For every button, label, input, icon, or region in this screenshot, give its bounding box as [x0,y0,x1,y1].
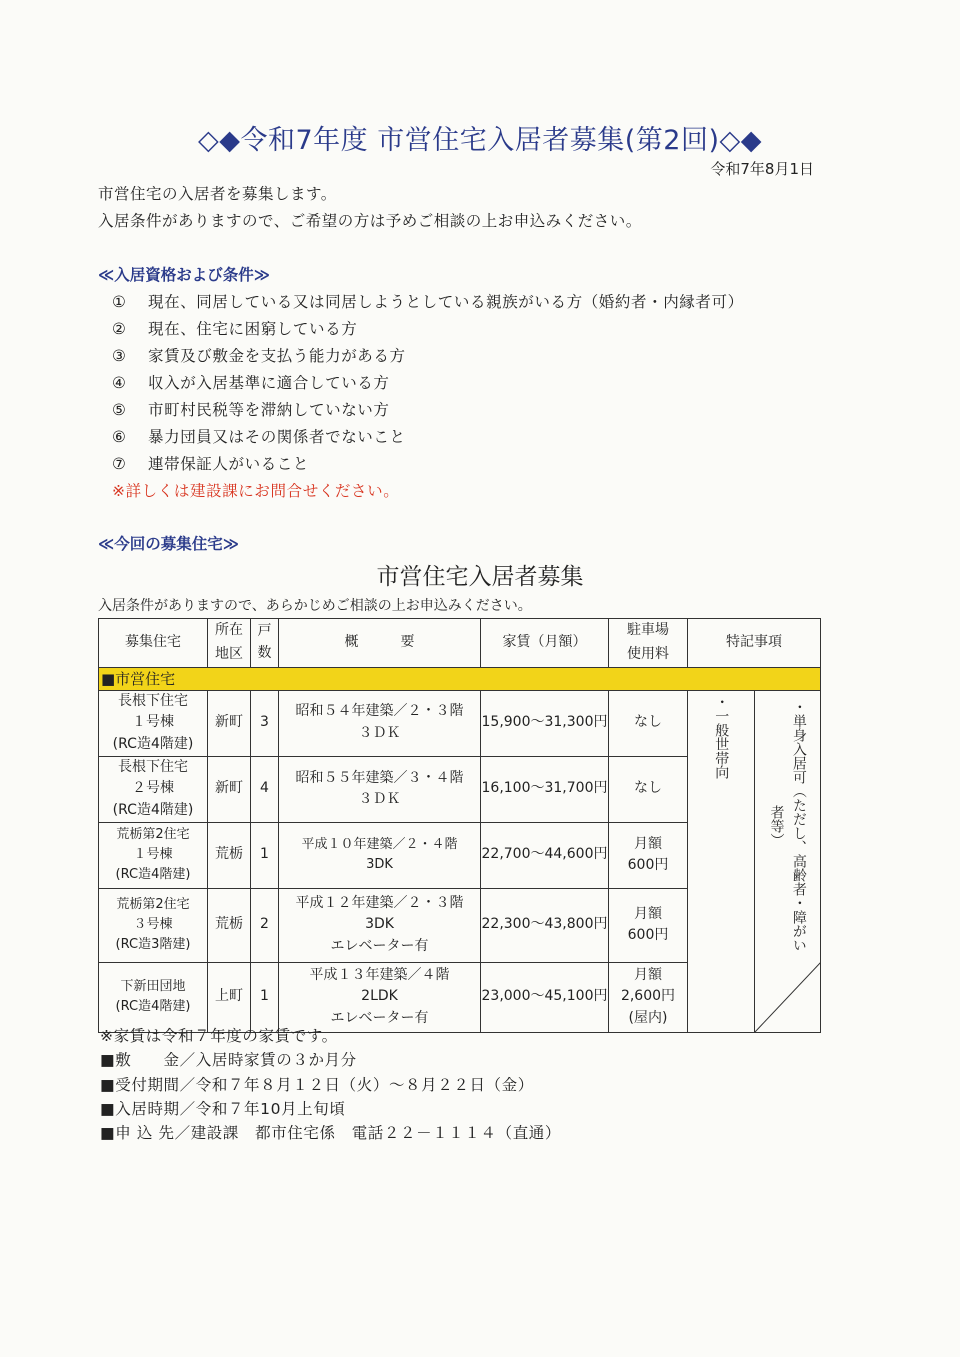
area-cell: 新町 [208,690,251,756]
condition-text: 現在、住宅に困窮している方 [148,320,358,338]
header-area: 所在 地区 [208,619,251,668]
diagonal-slash [755,962,821,1032]
condition-item [112,317,357,339]
footer-move-in: ■入居時期／令和７年10月上旬頃 [100,1100,346,1118]
housing-name: 荒栃第2住宅 １号棟 (RC造4階建) [99,822,208,888]
parking-cell: なし [609,690,688,756]
rent-cell: 22,700～44,600円 [481,822,609,888]
header-overview: 概 要 [279,619,481,668]
condition-item [112,452,309,474]
area-cell: 荒栃 [208,822,251,888]
condition-text: 市町村民税等を滞納していない方 [148,401,390,419]
table-title: 市営住宅入居者募集 [376,564,584,590]
housing-name: 長根下住宅 ２号棟 (RC造4階建) [99,756,208,822]
footer-deposit: ■敷 金／入居時家賃の３か月分 [100,1051,357,1069]
condition-item [112,290,744,312]
header-units: 戸数 [251,619,279,668]
condition-number: ⑥ [112,428,127,446]
condition-item [112,425,406,447]
condition-number: ② [112,320,127,338]
overview-cell: 平成１３年建築／４階 2LDK エレベーター有 [279,962,481,1032]
condition-item [112,371,390,393]
rent-cell: 23,000～45,100円 [481,962,609,1032]
conditions-heading: ≪入居資格および条件≫ [98,266,270,284]
section-label: ■市営住宅 [99,667,821,690]
special-note-text: ・単身入居可（ただし、高齢者・障がい者等） [768,699,807,952]
footer-contact: ■申 込 先／建設課 都市住宅係 電話２２－１１１４（直通） [100,1124,562,1142]
condition-number: ⑤ [112,401,127,419]
units-cell: 4 [251,756,279,822]
condition-item [112,398,390,420]
conditions-note: ※詳しくは建設課にお問合せください。 [112,482,400,500]
condition-text: 連帯保証人がいること [148,455,310,473]
table-note: 入居条件がありますので、あらかじめご相談の上お申込みください。 [98,598,532,614]
area-cell: 荒栃 [208,888,251,962]
rent-cell: 22,300～43,800円 [481,888,609,962]
special-note-general [688,690,755,1032]
header-rent: 家賃（月額） [481,619,609,668]
housing-name: 長根下住宅 １号棟 (RC造4階建) [99,690,208,756]
footer-rent-note: ※家賃は令和７年度の家賃です。 [100,1027,338,1045]
header-housing: 募集住宅 [99,619,208,668]
parking-cell: 月額 600円 [609,888,688,962]
table-header-row [99,619,821,668]
condition-text: 暴力団員又はその関係者でないこと [148,428,406,446]
special-note-text: ・一般世帯向 [713,694,730,779]
header-notes: 特記事項 [688,619,821,668]
overview-cell: 平成１０年建築／２・４階 3DK [279,822,481,888]
section-row [99,667,821,690]
rent-cell: 15,900～31,300円 [481,690,609,756]
housing-name: 荒栃第2住宅 ３号棟 (RC造3階建) [99,888,208,962]
condition-item [112,344,406,366]
overview-cell: 昭和５５年建築／３・４階 ３ＤＫ [279,756,481,822]
condition-number: ⑦ [112,455,127,473]
housing-heading: ≪今回の募集住宅≫ [98,535,239,553]
condition-number: ③ [112,347,127,365]
parking-cell: 月額 2,600円 (屋内) [609,962,688,1032]
header-parking: 駐車場 使用料 [609,619,688,668]
units-cell: 3 [251,690,279,756]
page-title: ◇◆令和7年度 市営住宅入居者募集(第2回)◇◆ [197,125,763,156]
housing-name: 下新田団地 (RC造4階建) [99,962,208,1032]
units-cell: 2 [251,888,279,962]
area-cell: 上町 [208,962,251,1032]
special-note-single [755,690,821,1032]
issue-date: 令和7年8月1日 [710,160,814,178]
housing-table [98,618,821,1033]
condition-number: ① [112,293,127,311]
parking-cell: 月額 600円 [609,822,688,888]
intro-line-1: 市営住宅の入居者を募集します。 [98,185,337,203]
overview-cell: 平成１２年建築／２・３階 3DK エレベーター有 [279,888,481,962]
condition-number: ④ [112,374,127,392]
overview-cell: 昭和５４年建築／２・３階 ３ＤＫ [279,690,481,756]
condition-text: 現在、同居している又は同居しようとしている親族がいる方（婚約者・内縁者可） [148,293,744,311]
parking-cell: なし [609,756,688,822]
footer-application-period: ■受付期間／令和７年８月１２日（火）～８月２２日（金） [100,1076,534,1094]
intro-line-2: 入居条件がありますので、ご希望の方は予めご相談の上お申込みください。 [98,212,642,230]
condition-text: 家賃及び敷金を支払う能力がある方 [148,347,406,365]
area-cell: 新町 [208,756,251,822]
units-cell: 1 [251,822,279,888]
table-row [99,690,821,756]
units-cell: 1 [251,962,279,1032]
condition-text: 収入が入居基準に適合している方 [148,374,390,392]
rent-cell: 16,100～31,700円 [481,756,609,822]
